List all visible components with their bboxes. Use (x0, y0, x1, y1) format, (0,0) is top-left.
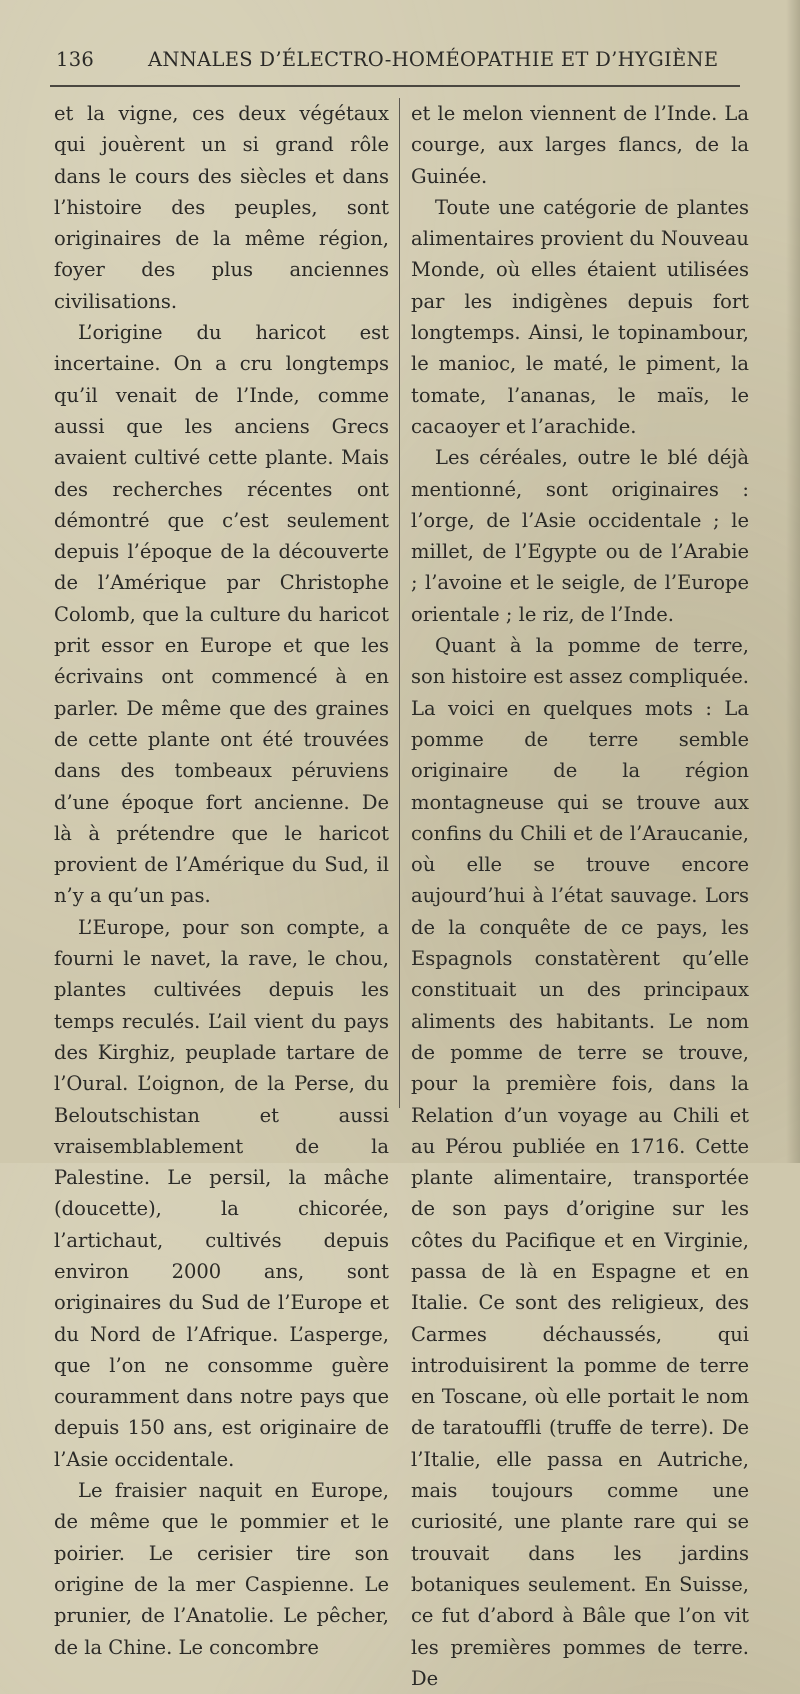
paragraph: et le melon viennent de l’Inde. La courge, aux larges flancs, de la Guinée. (411, 102, 749, 188)
paragraph: Le fraisier naquit en Europe, de même que le pommier et le poirier. Le cerisier tire son origine de la mer Caspienne. Le prunier, de l’Anatolie. Le pêcher, de la Chine. Le concombre (54, 1479, 389, 1659)
column-divider (399, 98, 400, 1108)
page-edge (786, 0, 800, 1163)
paragraph: Toute une catégorie de plantes alimentaires provient du Nouveau Monde, où elles étaient utilisées par les indigènes depuis fort longtemps. Ainsi, le topinambour, le manioc, le maté, le piment, la tomate, l’ananas, le maïs, le cacaoyer et l’arachide. (411, 195, 749, 438)
running-head (56, 48, 736, 80)
paragraph: Les céréales, outre le blé déjà mentionné, sont originaires : l’orge, de l’Asie occidentale ; le millet, de l’Egypte ou de l’Arabie ; l’avoine et le seigle, de l’Europe orientale ; le riz, de l’Inde. (411, 446, 749, 626)
journal-title: ANNALES D’ÉLECTRO-HOMÉOPATHIE ET D’HYGIÈNE (148, 48, 719, 71)
header-rule (50, 85, 740, 87)
paragraph: et la vigne, ces deux végétaux qui jouèrent un si grand rôle dans le cours des siècles et dans l’histoire des peuples, sont originaires de la même région, foyer des plus anciennes civilisations. (54, 102, 389, 313)
paragraph: L’Europe, pour son compte, a fourni le navet, la rave, le chou, plantes cultivées depuis les temps reculés. L’ail vient du pays des Kirghiz, peuplade tartare de l’Oural. L’oignon, de la Perse, du Beloutschistan et aussi vraisemblablement de la Palestine. Le persil, la mâche (doucette), la chicorée, l’artichaut, cultivés depuis environ 2000 ans, sont originaires du Sud de l’Europe et du Nord de l’Afrique. L’asperge, que l’on ne consomme guère couramment dans notre pays que depuis 150 ans, est originaire de l’Asie occidentale. (54, 915, 389, 1471)
page-number: 136 (56, 48, 95, 71)
paragraph: L’origine du haricot est incertaine. On a cru longtemps qu’il venait de l’Inde, comme aussi que les anciens Grecs avaient cultivé cette plante. Mais des recherches récentes ont démontré que c’est seulement depuis l’époque de la découverte de l’Amérique par Christophe Colomb, que la culture du haricot prit essor en Europe et que les écrivains ont commencé à en parler. De même que des graines de cette plante ont été trouvées dans des tombeaux péruviens d’une époque fort ancienne. De là à prétendre que le haricot provient de l’Amérique du Sud, il n’y a qu’un pas. (54, 321, 389, 908)
text-column-right (411, 98, 749, 1690)
paragraph: Quant à la pomme de terre, son histoire est assez compliquée. La voici en quelques mots : La pomme de terre semble originaire de la région montagneuse qui se trouve aux confins du Chili et de l’Araucanie, où elle se trouve encore aujourd’hui à l’état sauvage. Lors de la conquête de ce pays, les Espagnols constatèrent qu’elle constituait un des principaux aliments des habitants. Le nom de pomme de terre se trouve, pour la première fois, dans la Relation d’un voyage au Chili et au Pérou publiée en 1716. Cette plante alimentaire, transportée de son pays d’origine sur les côtes du Pacifique et en Virginie, passa de là en Espagne et en Italie. Ce sont des religieux, des Carmes déchaussés, qui introduisirent la pomme de terre en Toscane, où elle portait le nom de taratouffli (truffe de terre). De l’Italie, elle passa en Autriche, mais toujours comme une curiosité, une plante rare qui se trouvait dans les jardins botaniques seulement. En Suisse, ce fut d’abord à Bâle que l’on vit les premières pommes de terre. De (411, 634, 749, 1690)
text-column-left (54, 98, 389, 1659)
